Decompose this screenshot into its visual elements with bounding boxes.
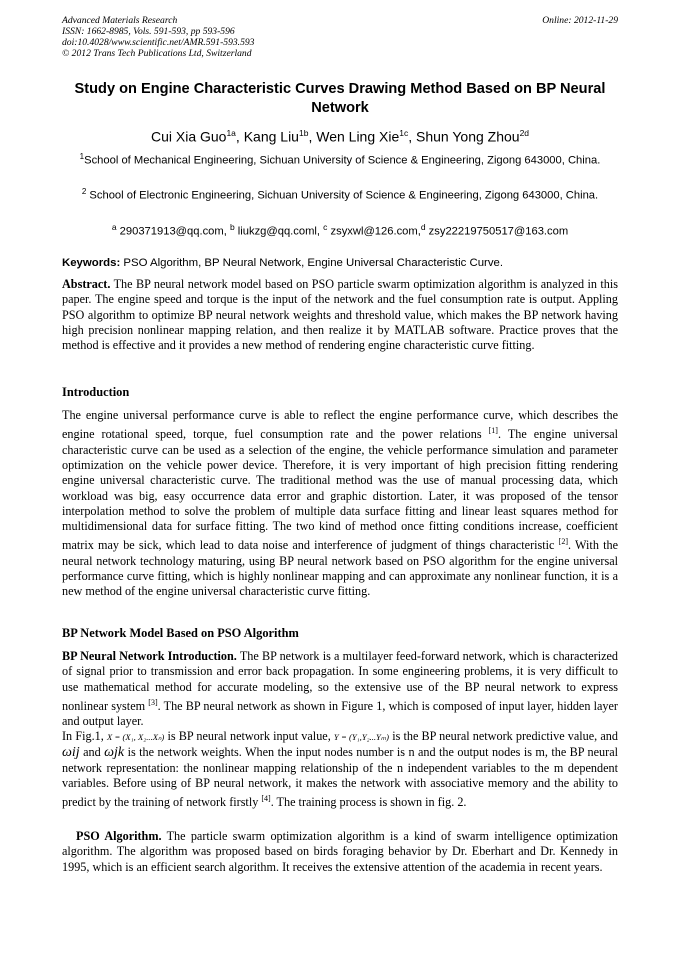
email-address: zsy22219750517@163.com — [428, 225, 569, 238]
fig-and: and — [83, 745, 101, 760]
section-heading: BP Network Model Based on PSO Algorithm — [62, 626, 299, 640]
fig-text-b: is BP neural network input value, — [167, 729, 331, 743]
math-omega-ij: ωij — [62, 745, 80, 761]
bp-label: BP Neural Network Introduction. — [62, 649, 237, 663]
intro-text-3: . With the neural network technology maturing, using BP neural network based on PSO algorithm for the engine universal performance curve fitting, which is highly nonlinear mapping and can approximate any nonlinear function, it is a new method of the engine universal characteristic curve fitting. — [62, 538, 618, 599]
email-sup: a — [111, 222, 117, 232]
abstract-text: The BP neural network model based on PSO particle swarm optimization algorithm is analyzed in this paper. The engine speed and torque is the input of the network and the fuel consumption rate is output. Appling PSO algorithm to optimize BP neural network weights and threshold value, which makes the BP network having high precision nonlinear mapping relation, and then realize it by MATLAB software. Practice proves that the method is effective and it provides a new method of rendering engine characteristic curve fitting. — [62, 277, 618, 353]
bp-intro-paragraph — [62, 649, 618, 730]
fig-text-c: is the BP neural network predictive value, and — [392, 729, 618, 743]
intro-text-2: . The engine universal characteristic curve can be used as a selection of the engine, the vehicle performance simulation and parameter optimization on the vehicle power device. Therefore, it is very important of high precision fitting rendering engine universal characteristic curve. The traditional method was the use of manual processing data, which workload was big, easy occurrence data error and graphic distortion. Later, it was proposed of the tensor interpolation method to solve the problem of multiple data surface fitting and linear least squares method for multidimensional data for surface fitting. The two kind of method once fitting conditions increase, coefficient matrix may be sick, which lead to data noise and interference of judgment of things characteristic — [62, 427, 619, 553]
author-name: Kang Liu — [243, 128, 299, 145]
citation-ref: [4] — [261, 794, 271, 804]
abstract — [62, 277, 618, 353]
keywords-text: PSO Algorithm, BP Neural Network, Engine Universal Characteristic Curve. — [123, 257, 504, 269]
keywords-label: Keywords: — [62, 257, 121, 269]
affiliation-text: School of Electronic Engineering, Sichuan University of Science & Engineering, Zigong 643000, China. — [89, 189, 599, 202]
affiliation-sup: 2 — [81, 187, 87, 196]
author-name: Wen Ling Xie — [316, 128, 400, 145]
email-sup: b — [229, 222, 235, 232]
email-sup: c — [323, 222, 328, 232]
online-date: Online: 2012-11-29 — [542, 15, 618, 26]
issn-line: ISSN: 1662-8985, Vols. 591-593, pp 593-596 — [62, 26, 235, 37]
email-address: 290371913@qq.com, — [119, 225, 227, 238]
fig-text-e: . The training process is shown in fig. 2. — [270, 795, 467, 810]
pso-paragraph — [62, 829, 618, 875]
author-sup: 1a — [226, 128, 236, 138]
email-address: liukzg@qq.coml, — [237, 225, 321, 238]
email-line — [62, 220, 618, 240]
intro-text-1: The engine universal performance curve is able to reflect the engine performance curve, which describes the engine rotational speed, torque, fuel consumption rate and the power relations — [62, 408, 618, 442]
doi-line: doi:10.4028/www.scientific.net/AMR.591-593.593 — [62, 37, 255, 48]
citation-ref: [1] — [488, 426, 498, 436]
journal-header — [62, 15, 618, 59]
bp-text-2: . The BP neural network as shown in Figure 1, which is composed of input layer, hidden layer and output layer. — [62, 698, 618, 729]
citation-ref: [2] — [558, 537, 568, 547]
math-y-vector: Y = (Y₁,Y₂...Yₘ) — [333, 732, 390, 742]
fig1-paragraph — [62, 729, 618, 811]
copyright-line: © 2012 Trans Tech Publications Ltd, Switzerland — [62, 48, 252, 59]
pso-label: PSO Algorithm. — [76, 829, 162, 843]
journal-name: Advanced Materials Research — [62, 15, 178, 26]
introduction-heading: Introduction — [62, 385, 130, 399]
fig-text-a: In Fig.1, — [62, 729, 104, 743]
bp-text-1: The BP network is a multilayer feed-forward network, which is characterized of signal prior to transmission and error back propagation. In some engineering problems, it is very difficult to use mathematical method for accurate modeling, so the extensive use of the BP neural network to express nonlinear system — [62, 649, 619, 713]
author-sup: 1c — [399, 128, 409, 138]
affiliation-2 — [62, 184, 618, 204]
author-sup: 2d — [519, 128, 530, 138]
email-address: zsyxwl@126.com, — [330, 225, 421, 238]
introduction-paragraph — [62, 408, 618, 600]
affiliation-sup: 1 — [79, 152, 85, 161]
math-omega-jk: ωjk — [104, 745, 125, 761]
paper-title: Study on Engine Characteristic Curves Drawing Method Based on BP Neural Network — [74, 81, 606, 116]
pso-text: The particle swarm optimization algorithm is a kind of swarm intelligence optimization algorithm. The algorithm was proposed based on birds foraging behavior by Dr. Eberhart and Dr. Kennedy in 1995, which is an efficient search algorithm. It receives the extensive attention of the academia in recent years. — [62, 829, 619, 874]
abstract-label: Abstract. — [62, 277, 111, 291]
author-list: Cui Xia Guo$^{1a}$, Kang Liu$^{1b}$, Wen Ling Xie$^{1c}$, Shun Yong Zhou$^{2d}$ — [150, 128, 530, 145]
math-x-vector: X = (X₁, X₂...Xₙ) — [106, 732, 165, 742]
author-name: Shun Yong Zhou — [416, 128, 520, 145]
citation-ref: [3] — [148, 697, 158, 707]
affiliation-text: School of Mechanical Engineering, Sichuan University of Science & Engineering, Zigong 643000, China. — [84, 154, 601, 167]
fig-text-d: is the network weights. When the input nodes number is n and the output nodes is m, the BP neural network representation: the nonlinear mapping relationship of the n independent variables to the m dependent variables. Before using of BP neural network, it makes the network with associative memory and the ability to predict by the training of network firstly — [62, 745, 619, 810]
author-sup: 1b — [298, 128, 309, 138]
author-name: Cui Xia Guo — [150, 128, 227, 145]
keywords — [62, 256, 618, 271]
affiliation-1 — [62, 149, 618, 169]
email-sup: d — [420, 222, 426, 232]
